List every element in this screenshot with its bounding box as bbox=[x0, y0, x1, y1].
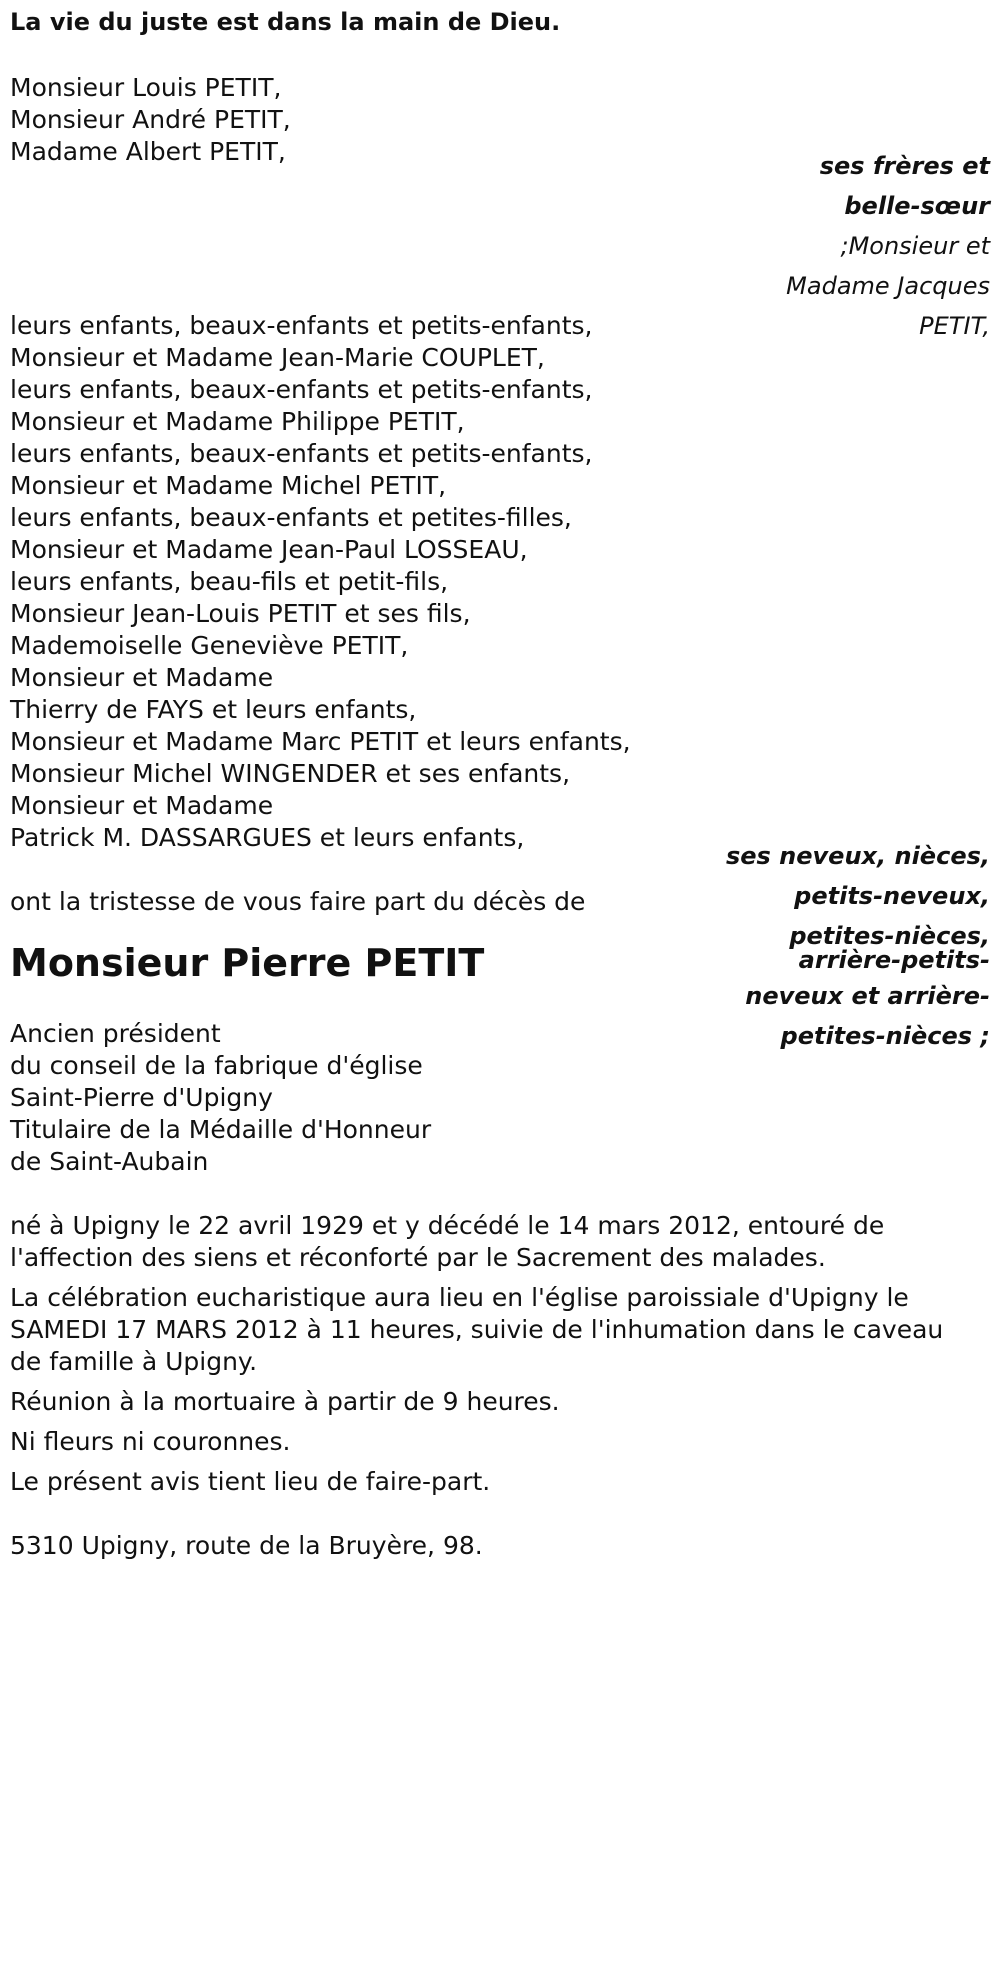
title-line: du conseil de la fabrique d'église bbox=[10, 1051, 423, 1080]
family-line: Monsieur et Madame Jean-Marie COUPLET, bbox=[10, 343, 545, 372]
notice-text: Le présent avis tient lieu de faire-part. bbox=[10, 1467, 491, 1496]
celebration-line: SAMEDI 17 MARS 2012 à 11 heures, suivie de l'inhumation dans le caveau bbox=[10, 1315, 944, 1344]
address: 5310 Upigny, route de la Bruyère, 98. bbox=[10, 1531, 483, 1560]
family-line: Monsieur et Madame Jean-Paul LOSSEAU, bbox=[10, 535, 528, 564]
relation-extra-line: ;Monsieur et bbox=[840, 232, 990, 260]
nephews-relation-line: petites-nièces, bbox=[789, 922, 990, 950]
family-line: leurs enfants, beaux-enfants et petits-enfants, bbox=[10, 311, 593, 340]
nephews-relation-block bbox=[700, 836, 990, 1056]
nephews-relation-line: neveux et arrière- bbox=[745, 982, 990, 1010]
family-line: Thierry de FAYS et leurs enfants, bbox=[10, 695, 417, 724]
family-line: leurs enfants, beaux-enfants et petits-enfants, bbox=[10, 375, 593, 404]
announcement: ont la tristesse de vous faire part du décès de bbox=[10, 887, 586, 916]
celebration-line: de famille à Upigny. bbox=[10, 1347, 258, 1376]
family-line: Monsieur et Madame Marc PETIT et leurs enfants, bbox=[10, 727, 631, 756]
motto: La vie du juste est dans la main de Dieu. bbox=[10, 8, 561, 36]
family-line: Monsieur Jean-Louis PETIT et ses fils, bbox=[10, 599, 471, 628]
nephews-relation-line: petits-neveux, bbox=[794, 882, 990, 910]
celebration-line: La célébration eucharistique aura lieu en l'église paroissiale d'Upigny le bbox=[10, 1283, 909, 1312]
nephews-relation-line: petites-nièces ; bbox=[780, 1022, 990, 1050]
nephews-relation-line: ses neveux, nièces, bbox=[725, 842, 990, 870]
sibling-name: Monsieur Louis PETIT, bbox=[10, 73, 282, 102]
family-line: Mademoiselle Geneviève PETIT, bbox=[10, 631, 409, 660]
sibling-name: Monsieur André PETIT, bbox=[10, 105, 291, 134]
family-line: leurs enfants, beaux-enfants et petites-filles, bbox=[10, 503, 572, 532]
relation-extra-line: PETIT, bbox=[919, 312, 990, 340]
title-line: Saint-Pierre d'Upigny bbox=[10, 1083, 273, 1112]
relation-extra-line: Madame Jacques bbox=[786, 272, 990, 300]
family-line: Patrick M. DASSARGUES et leurs enfants, bbox=[10, 823, 525, 852]
family-line: Monsieur et Madame Philippe PETIT, bbox=[10, 407, 465, 436]
obituary-notice bbox=[10, 0, 990, 1969]
relation-line: ses frères et bbox=[819, 152, 990, 180]
family-line: Monsieur Michel WINGENDER et ses enfants, bbox=[10, 759, 571, 788]
family-line: Monsieur et Madame bbox=[10, 791, 274, 820]
nephews-relation-line: arrière-petits- bbox=[798, 946, 990, 974]
title-line: Ancien président bbox=[10, 1019, 221, 1048]
deceased-name: Monsieur Pierre PETIT bbox=[10, 941, 485, 985]
title-line: de Saint-Aubain bbox=[10, 1147, 209, 1176]
flowers-text: Ni fleurs ni couronnes. bbox=[10, 1427, 291, 1456]
birth-death-line: né à Upigny le 22 avril 1929 et y décédé le 14 mars 2012, entouré de bbox=[10, 1211, 885, 1240]
title-line: Titulaire de la Médaille d'Honneur bbox=[10, 1115, 432, 1144]
family-line: leurs enfants, beaux-enfants et petits-enfants, bbox=[10, 439, 593, 468]
family-line: Monsieur et Madame bbox=[10, 663, 274, 692]
sibling-name: Madame Albert PETIT, bbox=[10, 137, 286, 166]
relation-line: belle-sœur bbox=[844, 192, 990, 220]
birth-death-line: l'affection des siens et réconforté par le Sacrement des malades. bbox=[10, 1243, 826, 1272]
family-line: Monsieur et Madame Michel PETIT, bbox=[10, 471, 447, 500]
family-line: leurs enfants, beau-fils et petit-fils, bbox=[10, 567, 449, 596]
siblings-relation-block bbox=[700, 146, 990, 346]
reunion-text: Réunion à la mortuaire à partir de 9 heures. bbox=[10, 1387, 560, 1416]
